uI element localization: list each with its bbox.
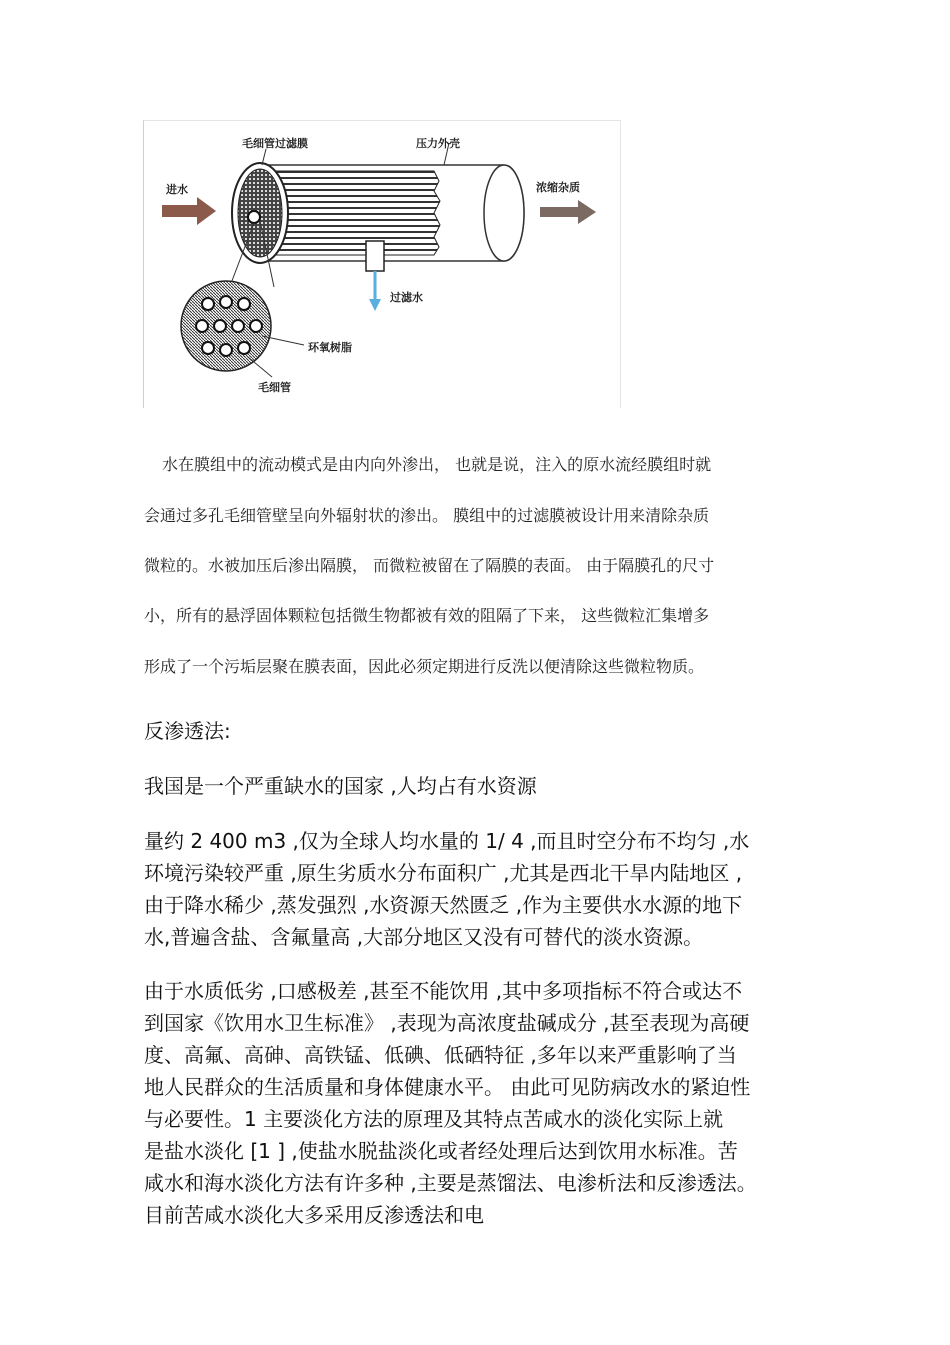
outlet-arrow (540, 200, 596, 224)
para3-line-4: 地人民群众的生活质量和身体健康水平。 由此可见防病改水的紧迫性 (144, 1075, 751, 1099)
para2-line-3: 由于降水稀少 ,蒸发强烈 ,水资源天然匮乏 ,作为主要供水水源的地下 (144, 893, 743, 917)
para3-line-8: 目前苦咸水淡化大多采用反渗透法和电 (144, 1203, 484, 1227)
para1-line-3: 微粒的。水被加压后渗出隔膜， 而微粒被留在了隔膜的表面。 由于隔膜孔的尺寸 (144, 556, 715, 575)
capillary-bundle (264, 171, 440, 255)
para3-line-5: 与必要性。1 主要淡化方法的原理及其特点苦咸水的淡化实际上就 (144, 1107, 724, 1131)
para3-line-7: 咸水和海水淡化方法有许多种 ,主要是蒸馏法、电渗析法和反渗透法。 (144, 1171, 757, 1195)
module-end-face (232, 163, 288, 263)
membrane-module-figure (143, 120, 621, 408)
membrane-module-diagram (144, 121, 622, 409)
para1-line-2: 会通过多孔毛细管壁呈向外辐射状的渗出。 膜组中的过滤膜被设计用来清除杂质 (144, 506, 710, 525)
para3-line-6: 是盐水淡化 [1 ] ,使盐水脱盐淡化或者经处理后达到饮用水标准。苦 (144, 1139, 738, 1163)
para1-line-5: 形成了一个污垢层聚在膜表面，因此必须定期进行反洗以便清除这些微粒物质。 (144, 657, 705, 676)
label-concentrate: 浓缩杂质 (536, 181, 580, 194)
para2-line-4: 水,普遍含盐、含氟量高 ,大部分地区又没有可替代的淡水资源。 (144, 925, 704, 949)
label-capillary-filter: 毛细管过滤膜 (242, 137, 308, 150)
label-pressure-shell: 压力外壳 (416, 137, 460, 150)
label-filtrate: 过滤水 (390, 291, 423, 304)
label-capillary: 毛细管 (258, 381, 291, 394)
label-water-in: 进水 (166, 183, 188, 196)
para1-line-1: 水在膜组中的流动模式是由内向外渗出， 也就是说，注入的原水流经膜组时就 (162, 455, 712, 474)
para1-line-4: 小，所有的悬浮固体颗粒包括微生物都被有效的阻隔了下来， 这些微粒汇集增多 (144, 606, 710, 625)
section-heading: 反渗透法: (144, 719, 231, 743)
para2-line-1: 量约 2 400 m3 ,仅为全球人均水量的 1/ 4 ,而且时空分布不均匀 ,水 (144, 829, 750, 853)
para3-line-2: 到国家《饮用水卫生标准》 ,表现为高浓度盐碱成分 ,甚至表现为高硬 (144, 1011, 750, 1035)
para3-line-1: 由于水质低劣 ,口感极差 ,甚至不能饮用 ,其中多项指标不符合或达不 (144, 979, 743, 1003)
label-epoxy: 环氧树脂 (308, 341, 352, 354)
filtrate-outlet (366, 241, 384, 311)
intro-line: 我国是一个严重缺水的国家 ,人均占有水资源 (144, 774, 537, 798)
para3-line-3: 度、高氟、高砷、高铁锰、低碘、低硒特征 ,多年以来严重影响了当 (144, 1043, 737, 1067)
inlet-arrow (162, 197, 216, 225)
para2-line-2: 环境污染较严重 ,原生劣质水分布面积广 ,尤其是西北干旱内陆地区 , (144, 861, 743, 885)
